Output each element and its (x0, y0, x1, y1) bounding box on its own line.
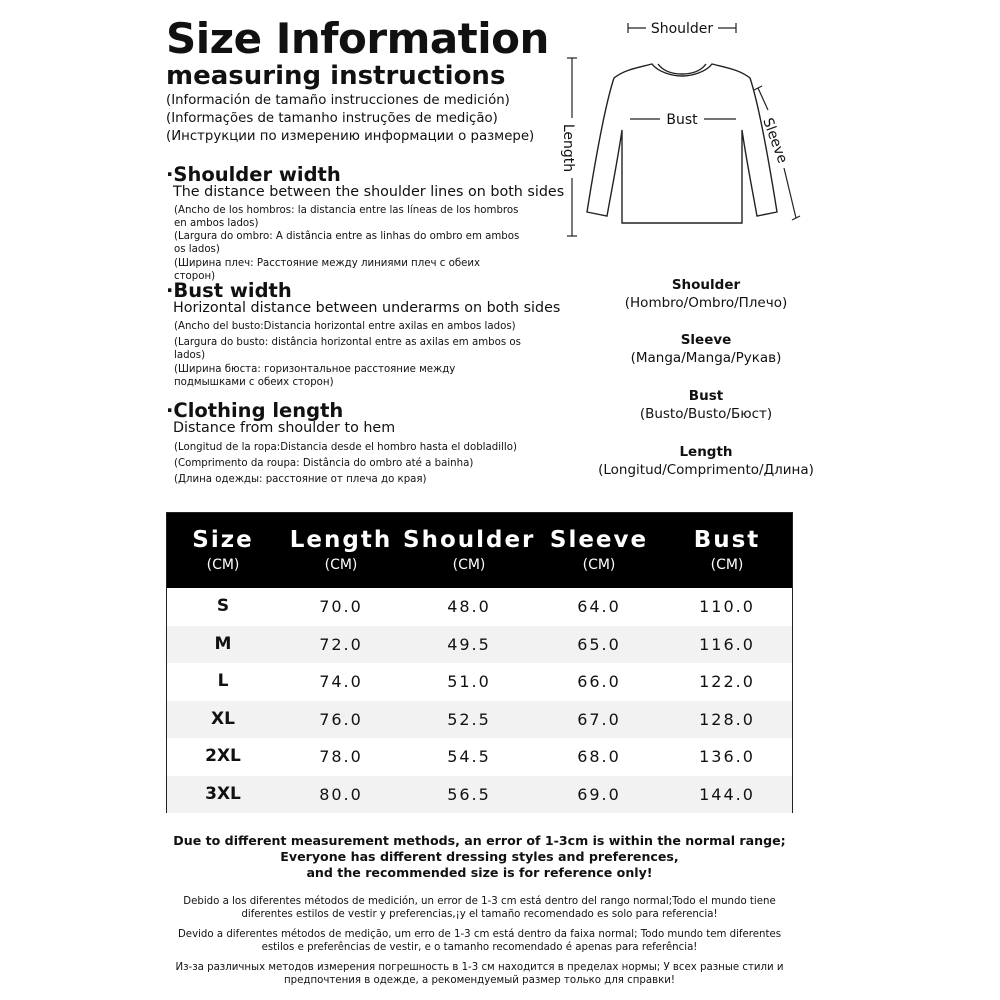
legend-item-length (556, 444, 856, 478)
cell-bust: 136.0 (699, 747, 755, 766)
section-title-bust: ·Bust width (166, 279, 292, 302)
note-spanish: Debido a los diferentes métodos de medición, un error de 1-3 cm está dentro del rango normal;Todo el mundo tiene diferentes estilos de vestir y preferencias,¡y el tamaño recomendado es solo para referencia! (183, 896, 776, 920)
table-row (167, 626, 792, 664)
note-portuguese: Devido a diferentes métodos de medição, um erro de 1-3 cm está dentro da faixa normal; Todo mundo tem diferentes estilos e preferências de vestir, e o tamanho recomendado é apenas para referência! (177, 929, 782, 953)
cell-bust: 144.0 (699, 784, 755, 804)
diagram-label-bust: Bust (666, 112, 698, 128)
legend-term: Shoulder (671, 277, 741, 293)
cell-sleeve: 66.0 (577, 672, 621, 691)
legend-item-sleeve (556, 332, 856, 366)
diagram-label-shoulder: Shoulder (650, 21, 714, 37)
column-header-size: Size (CM) (192, 527, 254, 573)
section-note-length-pt: (Comprimento da roupa: Distância do ombro até a bainha) (174, 458, 474, 469)
cell-shoulder: 48.0 (447, 597, 491, 616)
column-header-bust: Bust (CM) (693, 527, 761, 573)
section-note-shoulder-pt: (Largura do ombro: A distância entre as linhas do ombro em ambos os lados) (174, 231, 520, 255)
garment-diagram (560, 18, 820, 243)
cell-length: 76.0 (319, 709, 363, 729)
section-note-bust-pt: (Largura do busto: distância horizontal entre as axilas em ambos os lados) (174, 337, 521, 361)
section-note-shoulder-ru: (Ширина плеч: Расстояние между линиями плеч с обеих сторон) (174, 258, 481, 282)
section-note-bust-ru: (Ширина бюста: горизонтальное расстояние между подмышками с обеих сторон) (174, 364, 456, 388)
legend-translation: (Busto/Busto/Бюст) (639, 406, 773, 422)
cell-size: L (217, 671, 229, 691)
note-bold-line-2: Everyone has different dressing styles and preferences, (280, 849, 679, 864)
page-subtitle: measuring instructions (166, 61, 506, 91)
page-title: Size Information (166, 14, 549, 63)
legend-term: Length (679, 444, 733, 460)
note-russian: Из-за различных методов измерения погрешность в 1-3 см находится в пределах нормы; У всех разные стили и предпочтения в одежде, а рекомендуемый размер только для справки! (175, 962, 784, 986)
legend-term: Sleeve (680, 332, 732, 348)
cell-bust: 128.0 (699, 709, 755, 729)
section-note-length-es: (Longitud de la ropa:Distancia desde el hombro hasta el dobladillo) (174, 442, 517, 453)
cell-length: 74.0 (319, 672, 363, 691)
cell-bust: 122.0 (699, 672, 755, 691)
diagram-label-length: Length (560, 123, 576, 173)
subtitle-translation-ru: (Инструкции по измерению информации о размере) (166, 129, 535, 144)
cell-size: 2XL (205, 746, 241, 766)
diagram-label-sleeve: Sleeve (759, 115, 791, 166)
cell-shoulder: 51.0 (447, 672, 491, 691)
table-row (167, 776, 792, 814)
section-title-shoulder: ·Shoulder width (166, 163, 341, 186)
cell-size: 3XL (205, 783, 241, 804)
table-header (167, 513, 792, 588)
cell-shoulder: 52.5 (447, 709, 491, 729)
cell-sleeve: 65.0 (577, 634, 621, 654)
table-row (167, 588, 792, 626)
section-desc-shoulder: The distance between the shoulder lines on both sides (173, 184, 565, 200)
cell-size: S (216, 596, 230, 616)
cell-sleeve: 67.0 (577, 709, 621, 729)
table-row (167, 663, 792, 701)
column-header-shoulder: Shoulder (CM) (403, 527, 536, 573)
cell-sleeve: 69.0 (577, 784, 621, 804)
note-bold-line-1: Due to different measurement methods, an error of 1-3cm is within the normal range; (173, 833, 786, 848)
legend-translation: (Hombro/Ombro/Плечо) (624, 295, 788, 311)
section-desc-bust: Horizontal distance between underarms on both sides (173, 300, 561, 316)
table-row (167, 701, 792, 739)
cell-length: 70.0 (319, 597, 363, 616)
note-bold-line-3: and the recommended size is for reference only! (306, 865, 653, 880)
subtitle-translation-es: (Información de tamaño instrucciones de medición) (166, 93, 510, 108)
legend-translation: (Manga/Manga/Рукав) (630, 350, 782, 366)
cell-shoulder: 49.5 (447, 634, 491, 654)
section-note-bust-es: (Ancho del busto:Distancia horizontal entre axilas en ambos lados) (174, 321, 516, 332)
subtitle-translation-pt: (Informações de tamanho instruções de medição) (166, 111, 498, 126)
cell-size: XL (211, 708, 235, 729)
cell-length: 78.0 (319, 747, 363, 766)
cell-length: 72.0 (319, 634, 363, 654)
cell-sleeve: 64.0 (577, 597, 621, 616)
cell-shoulder: 56.5 (447, 784, 491, 804)
cell-bust: 110.0 (699, 597, 755, 616)
table-row (167, 738, 792, 776)
section-note-length-ru: (Длина одежды: расстояние от плеча до края) (174, 474, 427, 485)
legend-term: Bust (688, 388, 724, 404)
section-title-length: ·Clothing length (166, 399, 344, 422)
legend-item-bust (556, 388, 856, 422)
legend-translation: (Longitud/Comprimento/Длина) (598, 462, 814, 478)
cell-sleeve: 68.0 (577, 747, 621, 766)
shirt-outline-icon (587, 64, 777, 223)
cell-bust: 116.0 (699, 634, 755, 654)
column-header-length: Length (CM) (289, 527, 393, 573)
column-header-sleeve: Sleeve (CM) (549, 527, 649, 573)
cell-size: M (214, 633, 232, 654)
section-note-shoulder-es: (Ancho de los hombros: la distancia entre las líneas de los hombros en ambos lados) (174, 205, 519, 229)
legend-item-shoulder (556, 277, 856, 311)
cell-length: 80.0 (319, 784, 363, 804)
cell-shoulder: 54.5 (447, 747, 491, 766)
section-desc-length: Distance from shoulder to hem (173, 420, 396, 436)
size-table (166, 512, 793, 813)
